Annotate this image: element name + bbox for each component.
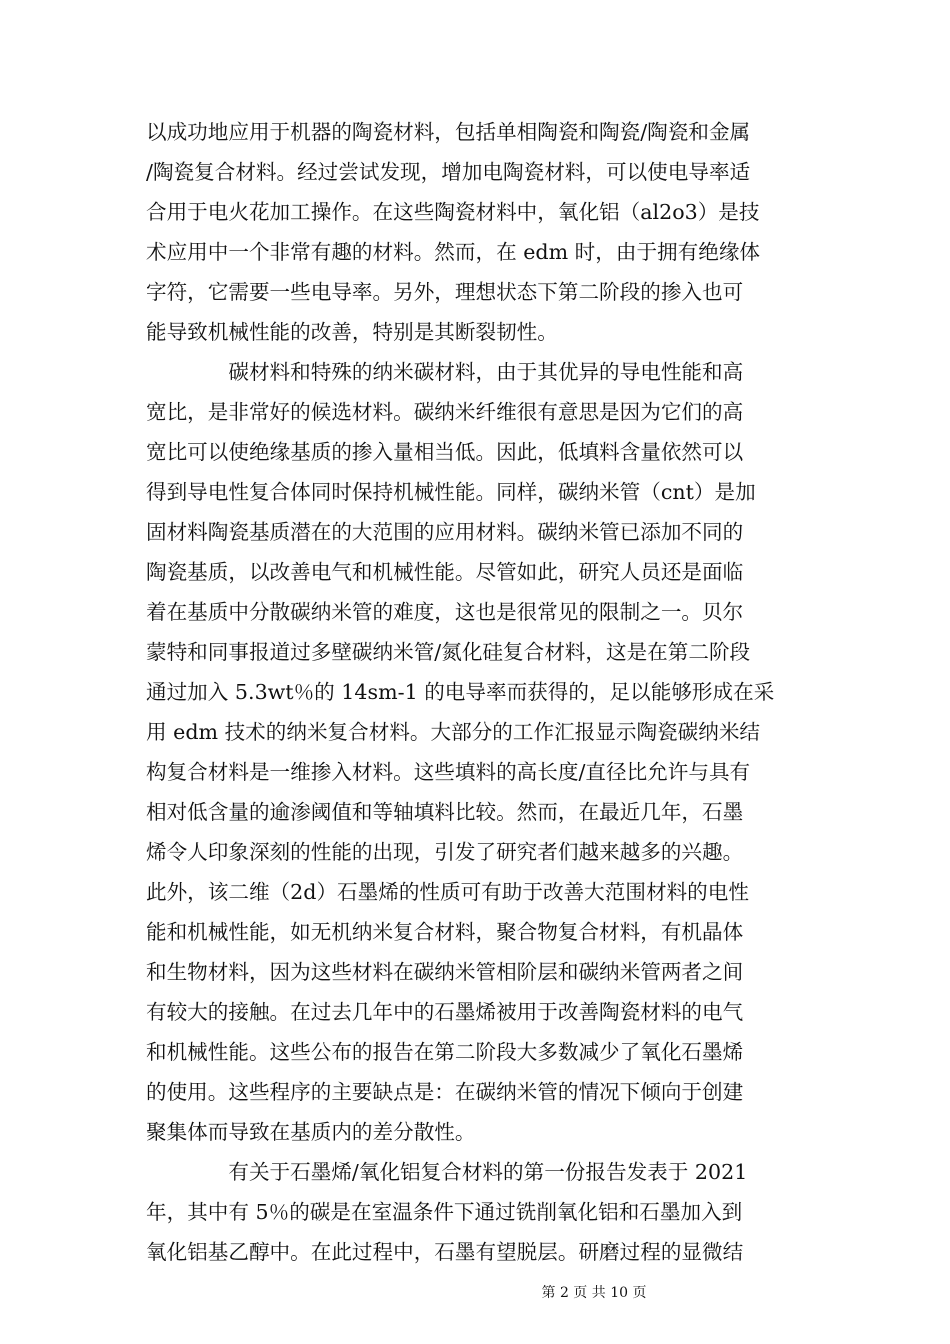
page-number-footer: 第 2 页 共 10 页 [541, 1285, 647, 1301]
text-line: 用 edm 技术的纳米复合材料。大部分的工作汇报显示陶瓷碳纳米结 [146, 720, 761, 744]
text-line: 以成功地应用于机器的陶瓷材料，包括单相陶瓷和陶瓷/陶瓷和金属 [146, 120, 751, 144]
text-line: 相对低含量的逾渗阈值和等轴填料比较。然而，在最近几年，石墨 [146, 800, 744, 824]
text-line: 的使用。这些程序的主要缺点是：在碳纳米管的情况下倾向于创建 [146, 1080, 744, 1104]
text-line: 陶瓷基质，以改善电气和机械性能。尽管如此，研究人员还是面临 [146, 560, 744, 584]
text-line: 固材料陶瓷基质潜在的大范围的应用材料。碳纳米管已添加不同的 [146, 520, 744, 544]
text-line: 能导致机械性能的改善，特别是其断裂韧性。 [146, 320, 558, 344]
text-line: 年，其中有 5％的碳是在室温条件下通过铣削氧化铝和石墨加入到 [146, 1200, 743, 1224]
text-line: 宽比可以使绝缘基质的掺入量相当低。因此，低填料含量依然可以 [146, 440, 744, 464]
text-line: 蒙特和同事报道过多壁碳纳米管/氮化硅复合材料，这是在第二阶段 [146, 640, 751, 664]
text-line: 碳材料和特殊的纳米碳材料，由于其优异的导电性能和高 [146, 360, 744, 384]
text-line: 字符，它需要一些电导率。另外，理想状态下第二阶段的掺入也可 [146, 280, 744, 304]
text-line: 得到导电性复合体同时保持机械性能。同样，碳纳米管（cnt）是加 [146, 480, 756, 504]
text-line: 有较大的接触。在过去几年中的石墨烯被用于改善陶瓷材料的电气 [146, 1000, 744, 1024]
text-line: 烯令人印象深刻的性能的出现，引发了研究者们越来越多的兴趣。 [146, 840, 744, 864]
text-line: 能和机械性能，如无机纳米复合材料，聚合物复合材料，有机晶体 [146, 920, 744, 944]
text-line: 和机械性能。这些公布的报告在第二阶段大多数减少了氧化石墨烯 [146, 1040, 744, 1064]
text-line: 着在基质中分散碳纳米管的难度，这也是很常见的限制之一。贝尔 [146, 600, 744, 624]
text-line: 和生物材料，因为这些材料在碳纳米管相阶层和碳纳米管两者之间 [146, 960, 744, 984]
text-line: 构复合材料是一维掺入材料。这些填料的高长度/直径比允许与具有 [146, 760, 751, 784]
text-line: 宽比，是非常好的候选材料。碳纳米纤维很有意思是因为它们的高 [146, 400, 744, 424]
text-line: 通过加入 5.3wt％的 14sm-1 的电导率而获得的，足以能够形成在采 [146, 680, 775, 704]
text-line: /陶瓷复合材料。经过尝试发现，增加电陶瓷材料，可以使电导率适 [146, 160, 751, 184]
text-line: 合用于电火花加工操作。在这些陶瓷材料中，氧化铝（al2o3）是技 [146, 200, 760, 224]
text-line: 氧化铝基乙醇中。在此过程中，石墨有望脱层。研磨过程的显微结 [146, 1240, 744, 1264]
text-line: 此外，该二维（2d）石墨烯的性质可有助于改善大范围材料的电性 [146, 880, 749, 904]
text-line: 有关于石墨烯/氧化铝复合材料的第一份报告发表于 2021 [146, 1160, 748, 1184]
text-line: 术应用中一个非常有趣的材料。然而，在 edm 时，由于拥有绝缘体 [146, 240, 761, 264]
text-line: 聚集体而导致在基质内的差分散性。 [146, 1120, 476, 1144]
